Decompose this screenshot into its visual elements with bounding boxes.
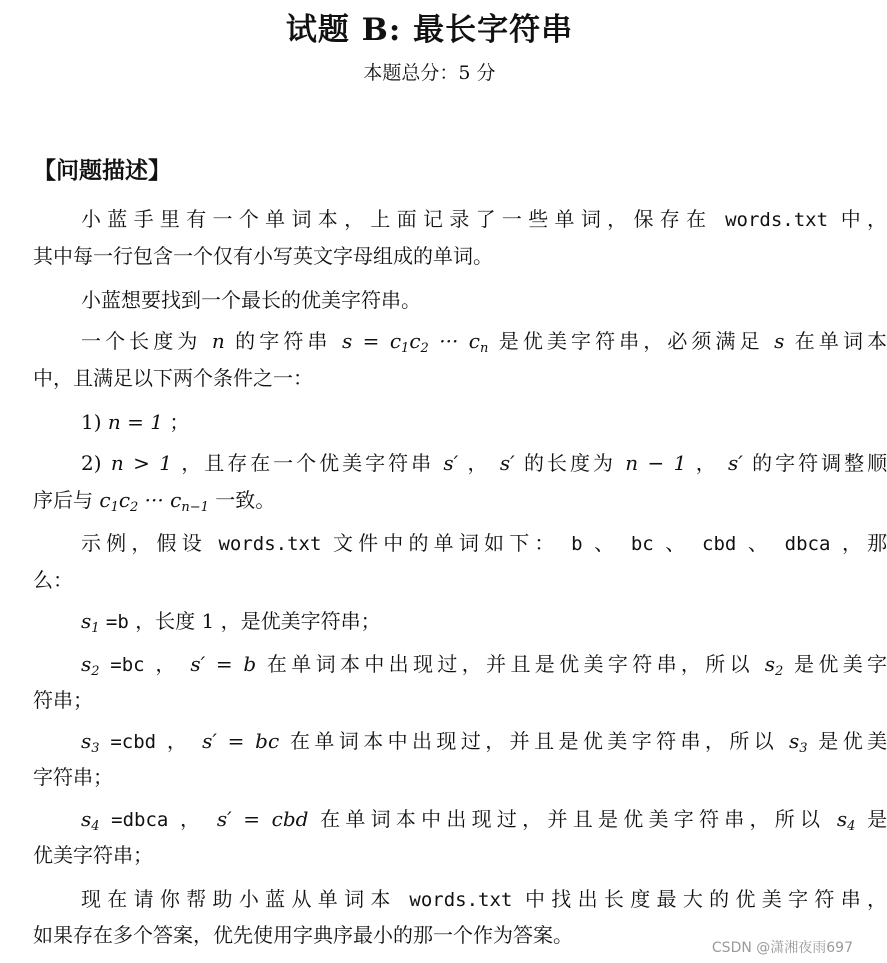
cond2-sprime-3: s′ [728,451,743,475]
final-filename: words.txt [409,889,513,911]
example-s1 [33,608,887,635]
s2-sprime: s′ = b [190,652,257,676]
example-separator: 、 [594,531,620,555]
s3-end: 是优美 [818,729,887,753]
cond1-formula: n = 1 [107,410,163,434]
p3-text-a: 一个长度为 [81,329,202,353]
example-word: b [571,533,583,555]
example-separator: 、 [747,531,774,555]
cond2-text-a: ，且存在一个优美字符串 [181,451,435,475]
s3-var: $s_3$ [81,729,100,756]
s2-var-2: $s_2$ [764,652,784,679]
cond2-text-c: 的长度为 [524,451,616,475]
paragraph-1-line-2: 其中每一行包含一个仅有小写英文字母组成的单词。 [33,244,493,268]
example-filename: words.txt [218,533,322,555]
s4-var-2: $s_4$ [836,807,856,834]
s3-sprime: s′ = bc [202,729,280,753]
p1-text-b: 中， [840,207,887,231]
csdn-watermark: CSDN @潇湘夜雨697 [711,940,853,956]
s4-var: $s_4$ [81,807,100,834]
cond2-text-e: 的字符调整顺 [752,451,887,475]
cond2-sprime-2: s′ [499,451,515,475]
s4-value: =dbca [111,809,169,831]
cond2-formula-seq: $c_1c_2$ ··· $c_{n-1}$ [99,488,209,515]
s3-text: 在单词本中出现过，并且是优美字符串，所以 [289,729,779,753]
final-text-a: 现在请你帮助小蓝从单词本 [81,887,397,911]
s3-value: =cbd [110,731,157,753]
cond2-sprime-1: s′ [443,451,459,475]
example-line-1 [33,530,887,557]
p3-text-rest: 是优美字符串，必须满足 [498,329,764,353]
example-word: bc [630,533,654,555]
final-line-2: 如果存在多个答案，优先使用字典序最小的那一个作为答案。 [33,923,573,947]
cond2-text-d: ， [695,451,719,475]
p3-text-c: 在单词本 [794,329,887,353]
p1-text-a: 小蓝手里有一个单词本，上面记录了一些单词，保存在 [81,207,713,231]
example-s2-line-1: $s_2 =bc$ ， s′ = b 在单词本中出现过，并且是优美字符串，所以 $s_2$ 是优美字 [81,652,887,679]
problem-score: 本题总分：5 分 [363,62,496,84]
paragraph-3-line-1 [33,328,887,354]
example-word: cbd [702,533,737,555]
cond2-n-minus-1: n − 1 [625,451,687,475]
example-separator: 、 [665,531,691,555]
s2-var: $s_2$ [81,652,100,679]
example-text-b: 文件中的单词如下： [332,531,560,555]
s1-value: =b [105,611,129,633]
p3-formula: $s = c_1c_2$ ··· $c_n$ [341,329,489,356]
final-line-1 [33,886,887,913]
cond2-formula: n > 1 [110,451,172,475]
example-s3-line-2: 字符串； [33,765,113,789]
section-heading: 【问题描述】 [33,157,171,184]
example-text-c: ，那 [841,531,887,555]
final-text-b: 中找出长度最大的优美字符串， [525,887,887,911]
condition-2-line-1 [33,450,887,476]
paragraph-2: 小蓝想要找到一个最长的优美字符串。 [81,288,421,312]
cond2-text-g: 一致。 [215,488,276,512]
example-s4-line-1: $s_4$ =dbca ， s′ = cbd 在单词本中出现过，并且是优美字符串，所以 $s_4$ 是 [81,807,887,834]
condition-2-line-2 [33,487,839,513]
p3-var-s: s [774,329,785,353]
s1-var: $s_1$ [81,609,100,636]
s2-value: =bc [110,654,145,676]
problem-title: 试题 B: 最长字符串 [285,12,574,48]
example-s2-line-2: 符串； [33,688,93,712]
cond1-label: 1) [81,410,102,434]
example-s3-line-1: $s_3 =cbd$ ， s′ = bc 在单词本中出现过，并且是优美字符串，所以 $s_3$ 是优美 [81,729,887,756]
p3-var-n: n [211,329,225,353]
paragraph-1-line-1 [33,206,887,233]
example-word: dbca [784,533,831,555]
cond2-text-b: ， [467,451,491,475]
example-line-2: 么： [33,568,73,592]
example-text-a: 示例，假设 [81,531,207,555]
s2-end: 是优美字 [793,652,887,676]
p1-filename: words.txt [725,209,829,231]
cond2-text-f: 序后与 [33,488,93,512]
s4-end: 是 [867,807,887,831]
p3-text-b: 的字符串 [235,329,332,353]
condition-1 [33,409,887,435]
cond2-label: 2) [81,451,102,475]
s4-text: 在单词本中出现过，并且是优美字符串，所以 [320,807,826,831]
cond1-end: ； [169,410,190,434]
s3-var-2: $s_3$ [788,729,808,756]
example-s4-line-2: 优美字符串； [33,843,153,867]
s2-text: 在单词本中出现过，并且是优美字符串，所以 [266,652,754,676]
paragraph-3-line-2: 中，且满足以下两个条件之一： [33,366,313,390]
s1-text: ，长度 1 ，是优美字符串； [135,609,381,633]
s4-sprime: s′ = cbd [216,807,309,831]
